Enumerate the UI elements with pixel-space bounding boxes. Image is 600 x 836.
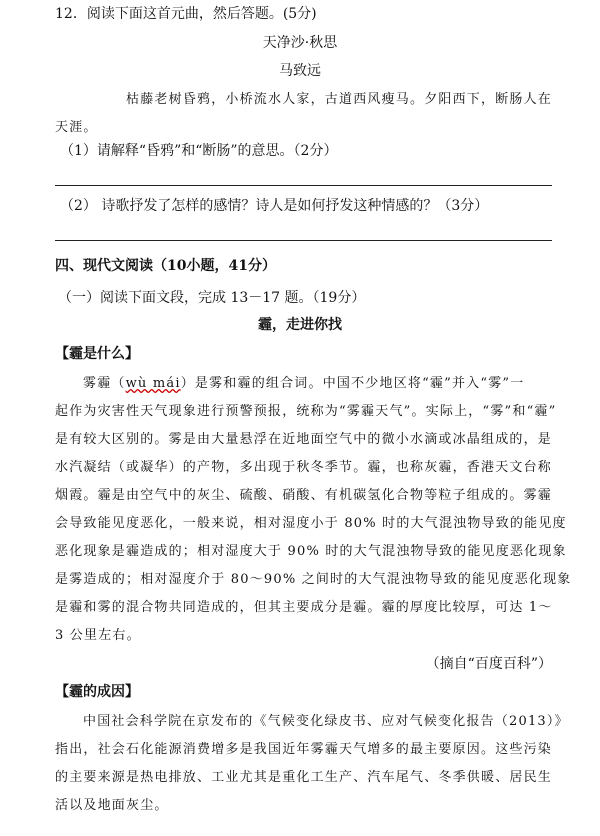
subheading-what-is-haze: 【霾是什么】	[55, 346, 139, 362]
article-para-2-line-3: 的主要来源是热电排放、工业尤其是重化工生产、汽车尾气、冬季供暖、居民生	[55, 770, 553, 785]
reading-part-intro: （一）阅读下面文段，完成 13－17 题。（19分）	[58, 290, 366, 306]
question-12-heading: 12．阅读下面这首元曲，然后答题。(5分)	[55, 6, 317, 22]
subheading-haze-causes: 【霾的成因】	[55, 684, 139, 700]
article-para-1-line-9: 是霾和雾的混合物共同造成的，但其主要成分是霾。霾的厚度比较厚，可达 1～	[55, 600, 553, 615]
article-para-2-line-1: 中国社会科学院在京发布的《气候变化绿皮书、应对气候变化报告（2013）》	[83, 714, 569, 729]
sub-question-2: （2） 诗歌抒发了怎样的感情？诗人是如何抒发这种情感的？（3分）	[60, 198, 489, 214]
source-citation: （摘自“百度百科”）	[425, 656, 552, 672]
answer-line-2	[55, 240, 552, 241]
answer-line-1	[55, 185, 552, 186]
pinyin-wumai: wù mái	[125, 376, 181, 391]
article-title: 霾，走进你找	[258, 317, 342, 333]
para-1-prefix: 雾霾（	[83, 376, 126, 391]
article-para-1-line-1	[83, 375, 524, 393]
article-para-1-line-8: 是雾造成的；相对湿度介于 80～90% 之间时的大气混浊物导致的能见度恶化现象	[55, 572, 572, 587]
article-para-2-line-4: 活以及地面灰尘。	[55, 798, 169, 813]
article-para-1-line-5: 烟霞。霾是由空气中的灰尘、硫酸、硝酸、有机碳氢化合物等粒子组成的。雾霾	[55, 488, 553, 503]
article-para-2-line-2: 指出，社会石化能源消费增多是我国近年雾霾天气增多的最主要原因。这些污染	[55, 742, 553, 757]
para-1-suffix: ）是雾和霾的组合词。中国不少地区将“霾”并入“雾”一	[180, 376, 525, 391]
section-4-heading: 四、现代文阅读（10小题，41分）	[55, 258, 276, 274]
article-para-1-line-6: 会导致能见度恶化，一般来说，相对湿度小于 80% 时的大气混浊物导致的能见度	[55, 516, 567, 531]
sub-question-1: （1）请解释“昏鸦”和“断肠”的意思。（2分）	[60, 143, 338, 159]
article-para-1-line-3: 是有较大区别的。雾是由大量悬浮在近地面空气中的微小水滴或冰晶组成的，是	[55, 432, 553, 447]
poem-text-line-1: 枯藤老树昏鸦，小桥流水人家，古道西风瘦马。夕阳西下，断肠人在	[126, 92, 553, 107]
poem-text-line-2: 天涯。	[55, 120, 98, 135]
article-para-1-line-7: 恶化现象是霾造成的；相对湿度大于 90% 时的大气混浊物导致的能见度恶化现象	[55, 544, 567, 559]
article-para-1-line-10: 3 公里左右。	[55, 628, 141, 643]
article-para-1-line-2: 起作为灾害性天气现象进行预警预报，统称为“雾霾天气”。实际上，“雾”和“霾”	[55, 404, 557, 419]
poem-title: 天净沙·秋思	[262, 35, 338, 51]
article-para-1-line-4: 水汽凝结（或凝华）的产物，多出现于秋冬季节。霾，也称灰霾，香港天文台称	[55, 460, 553, 475]
poem-author: 马致远	[279, 63, 321, 79]
